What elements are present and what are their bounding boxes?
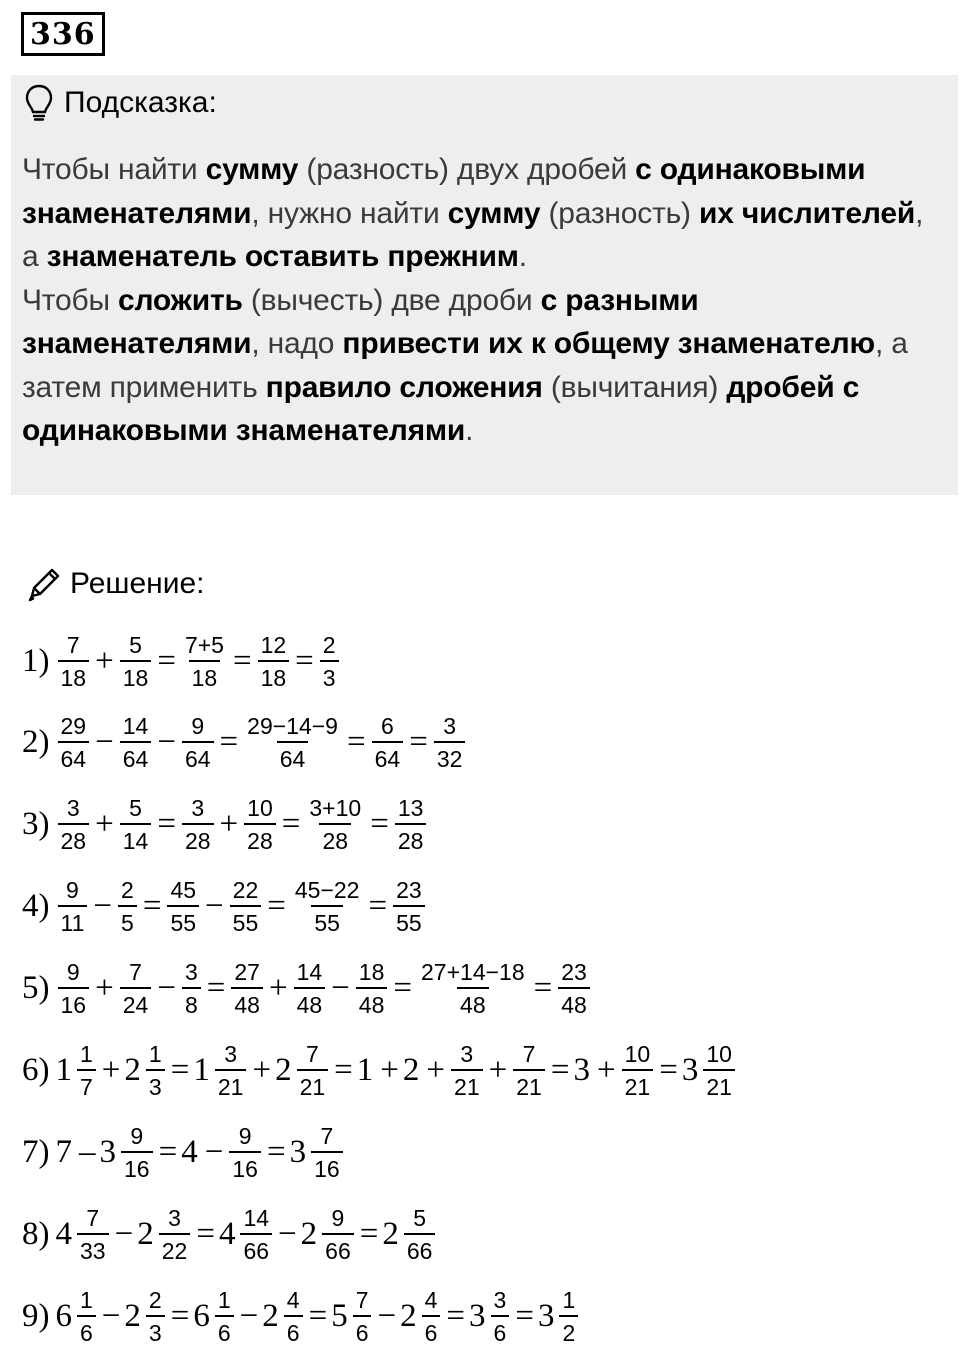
operator: =	[232, 642, 252, 679]
fraction	[244, 713, 341, 772]
operator: −	[157, 969, 176, 1006]
hint-text-segment: , надо	[251, 327, 343, 360]
line-number: 3)	[22, 805, 50, 842]
operator: −	[239, 1297, 259, 1334]
fraction	[404, 1205, 436, 1264]
line-number: 4)	[22, 887, 50, 924]
line-number: 7)	[22, 1133, 50, 1170]
whole-number: 2	[124, 1051, 141, 1088]
denominator: 6	[491, 1315, 510, 1346]
numerator: 9	[66, 876, 79, 903]
operator: =	[170, 1297, 190, 1334]
fraction	[77, 1287, 96, 1346]
numerator: 7+5	[184, 631, 224, 658]
numerator: 3+10	[309, 794, 362, 821]
whole-number: 7	[55, 1133, 72, 1170]
operator: −	[205, 887, 224, 924]
denominator: 22	[159, 1233, 191, 1264]
numerator: 4	[286, 1286, 300, 1313]
numerator: 1	[80, 1286, 93, 1313]
fraction	[292, 877, 363, 936]
fraction	[395, 795, 427, 854]
hint-text-segment: Чтобы	[22, 283, 118, 317]
numerator: 3	[168, 1204, 181, 1231]
denominator: 2	[559, 1315, 578, 1346]
operator: +	[380, 1051, 399, 1088]
operator: +	[101, 1051, 121, 1088]
line-number: 1)	[22, 642, 50, 679]
numerator: 10	[247, 794, 273, 821]
denominator: 5	[118, 905, 137, 936]
denominator: 7	[77, 1069, 96, 1100]
whole-number: 3	[99, 1133, 116, 1170]
denominator: 28	[395, 823, 427, 854]
denominator: 18	[120, 660, 152, 691]
fraction	[294, 959, 326, 1018]
hint-bold-text: с разными знаменателями	[22, 283, 699, 360]
hint-text-segment: .	[465, 414, 474, 447]
operator: =	[308, 1297, 328, 1334]
denominator: 24	[120, 987, 152, 1018]
whole-number: 2	[400, 1297, 417, 1334]
denominator: 11	[58, 905, 88, 936]
fraction	[418, 959, 528, 1018]
whole-number: 2	[137, 1215, 154, 1252]
denominator: 6	[77, 1315, 96, 1346]
fraction	[306, 795, 364, 854]
fraction	[703, 1041, 735, 1100]
numerator: 7	[129, 958, 142, 985]
operator: +	[95, 969, 114, 1006]
numerator: 6	[381, 712, 394, 739]
numerator: 14	[243, 1204, 270, 1231]
hint-text-segment: Чтобы найти	[22, 153, 206, 186]
numerator: 13	[397, 794, 424, 821]
fraction	[182, 713, 214, 772]
denominator: 66	[240, 1233, 272, 1264]
denominator: 48	[457, 987, 489, 1018]
hint-bold-text: привести их к общему знаменателю	[342, 327, 875, 360]
solution-line	[22, 626, 341, 696]
fraction	[513, 1041, 545, 1100]
hint-text-segment: , а затем применить	[22, 327, 908, 404]
whole-number: 2	[275, 1051, 292, 1088]
denominator: 16	[311, 1151, 343, 1182]
fraction	[297, 1041, 329, 1100]
solution-line	[22, 1035, 737, 1105]
operator: =	[346, 723, 366, 760]
operator: −	[101, 1297, 121, 1334]
solution-header	[24, 560, 204, 608]
whole-number: 3	[469, 1297, 486, 1334]
numerator: 5	[129, 631, 142, 658]
fraction	[120, 632, 152, 691]
numerator: 3	[224, 1040, 238, 1067]
solution-line	[22, 707, 467, 777]
hint-bold-text: их числителей	[698, 196, 916, 230]
operator: =	[206, 969, 226, 1006]
fraction	[120, 713, 152, 772]
operator: =	[659, 1051, 678, 1088]
numerator: 10	[706, 1040, 732, 1067]
denominator: 3	[146, 1069, 165, 1100]
hint-title: Подсказка:	[64, 86, 217, 119]
hint-bold-text: сложить	[117, 283, 243, 317]
fraction	[258, 632, 290, 691]
fraction	[451, 1041, 483, 1100]
denominator: 21	[215, 1069, 247, 1100]
denominator: 64	[120, 741, 152, 772]
denominator: 28	[58, 823, 90, 854]
numerator: 5	[129, 794, 142, 821]
fraction	[229, 1123, 261, 1182]
numerator: 3	[66, 794, 80, 821]
lightbulb-icon	[24, 83, 54, 123]
fraction	[353, 1287, 372, 1346]
operator: =	[446, 1297, 466, 1334]
operator: =	[157, 642, 176, 679]
numerator: 7	[355, 1286, 369, 1313]
operator: =	[368, 887, 388, 924]
line-number: 2)	[22, 723, 50, 760]
numerator: 2	[322, 631, 336, 658]
hint-bold-text: правило сложения	[265, 370, 543, 404]
fraction	[558, 959, 590, 1018]
operator: +	[426, 1051, 446, 1088]
numerator: 9	[130, 1122, 144, 1149]
numerator: 7	[522, 1040, 536, 1067]
fraction	[215, 1287, 234, 1346]
numerator: 1	[80, 1040, 93, 1067]
denominator: 21	[451, 1069, 483, 1100]
denominator: 48	[356, 987, 388, 1018]
solution-line	[22, 871, 427, 941]
denominator: 6	[353, 1315, 372, 1346]
operator: =	[142, 887, 162, 924]
fraction	[120, 795, 152, 854]
operator: −	[331, 969, 350, 1006]
numerator: 1	[562, 1286, 576, 1313]
operator: +	[252, 1051, 272, 1088]
operator: =	[158, 1133, 178, 1170]
denominator: 48	[294, 987, 326, 1018]
numerator: 7	[305, 1040, 319, 1067]
operator: =	[196, 1215, 215, 1252]
fraction	[159, 1205, 191, 1264]
fraction	[240, 1205, 272, 1264]
numerator: 1	[148, 1040, 162, 1067]
fraction	[559, 1287, 578, 1346]
line-number: 9)	[22, 1297, 50, 1334]
denominator: 6	[215, 1315, 234, 1346]
whole-number: 4	[55, 1215, 72, 1252]
numerator: 23	[396, 876, 422, 903]
numerator: 3	[443, 712, 457, 739]
numerator: 29−14−9	[247, 712, 338, 739]
fraction	[146, 1041, 165, 1100]
operator: −	[95, 723, 114, 760]
denominator: 14	[120, 823, 152, 854]
operator: =	[170, 1051, 190, 1088]
fraction	[58, 959, 90, 1018]
whole-number: 3	[289, 1133, 307, 1170]
pencil-icon	[24, 564, 64, 604]
hint-text-segment: (вычитания)	[542, 370, 727, 404]
operator: =	[219, 723, 239, 760]
denominator: 18	[189, 660, 221, 691]
denominator: 6	[284, 1315, 303, 1346]
whole-number: 2	[402, 1051, 420, 1088]
fraction	[356, 959, 388, 1018]
fraction	[182, 959, 201, 1018]
fraction	[393, 877, 425, 936]
hint-paragraph	[22, 279, 942, 453]
fraction	[58, 877, 88, 936]
fraction	[77, 1205, 109, 1264]
denominator: 21	[622, 1069, 654, 1100]
operator: =	[157, 805, 176, 842]
numerator: 12	[260, 631, 287, 658]
hint-text-segment: (разность) двух дробей	[298, 153, 636, 186]
fraction	[284, 1287, 303, 1346]
fraction	[58, 632, 90, 691]
fraction	[121, 1123, 153, 1182]
numerator: 7	[320, 1122, 334, 1149]
denominator: 66	[322, 1233, 354, 1264]
denominator: 8	[182, 987, 201, 1018]
denominator: 21	[703, 1069, 735, 1100]
fraction	[182, 632, 227, 691]
denominator: 48	[558, 987, 590, 1018]
whole-number: 3	[537, 1297, 555, 1334]
numerator: 14	[296, 958, 323, 985]
numerator: 45	[170, 876, 197, 903]
hint-bold-text: сумму	[205, 153, 299, 186]
operator: =	[515, 1297, 534, 1334]
line-number: 6)	[22, 1051, 50, 1088]
whole-number: 6	[193, 1297, 210, 1334]
operator: −	[278, 1215, 297, 1252]
numerator: 18	[358, 958, 385, 985]
fraction	[120, 959, 152, 1018]
line-number: 5)	[22, 969, 50, 1006]
fraction	[422, 1287, 441, 1346]
fraction	[58, 713, 90, 772]
operator: =	[393, 969, 413, 1006]
denominator: 28	[319, 823, 351, 854]
fraction	[182, 795, 214, 854]
fraction	[118, 877, 137, 936]
denominator: 16	[58, 987, 90, 1018]
hint-text-segment: .	[518, 240, 527, 273]
operator: =	[295, 642, 314, 679]
numerator: 7	[66, 631, 80, 658]
operator: −	[377, 1297, 397, 1334]
operator: =	[359, 1215, 379, 1252]
solution-line	[22, 1281, 580, 1351]
fraction	[322, 1205, 354, 1264]
operator: =	[409, 723, 428, 760]
numerator: 27	[234, 958, 260, 985]
operator: +	[95, 805, 114, 842]
operator: −	[157, 723, 176, 760]
numerator: 9	[238, 1122, 252, 1149]
operator: −	[204, 1133, 224, 1170]
hint-bold-text: знаменатель оставить прежним	[46, 240, 519, 273]
denominator: 55	[311, 905, 343, 936]
denominator: 48	[231, 987, 263, 1018]
operator: =	[267, 887, 286, 924]
operator: =	[550, 1051, 570, 1088]
operator: +	[268, 969, 288, 1006]
whole-number: 4	[181, 1133, 198, 1170]
solution-line	[22, 1117, 345, 1187]
denominator: 64	[182, 741, 214, 772]
denominator: 16	[229, 1151, 261, 1182]
hint-text-segment: (вычесть) две дроби	[242, 283, 541, 317]
whole-number: 2	[262, 1297, 279, 1334]
fraction	[167, 877, 199, 936]
numerator: 45−22	[294, 876, 360, 903]
numerator: 3	[191, 794, 205, 821]
operator: +	[219, 805, 239, 842]
denominator: 66	[404, 1233, 436, 1264]
fraction	[622, 1041, 654, 1100]
numerator: 9	[191, 712, 205, 739]
numerator: 4	[424, 1286, 438, 1313]
numerator: 3	[184, 958, 198, 985]
fraction	[146, 1287, 165, 1346]
fraction	[320, 632, 339, 691]
denominator: 64	[372, 741, 404, 772]
whole-number: 2	[124, 1297, 141, 1334]
denominator: 3	[320, 660, 339, 691]
fraction	[244, 795, 276, 854]
numerator: 14	[122, 712, 149, 739]
numerator: 2	[148, 1286, 162, 1313]
operator: −	[114, 1215, 134, 1252]
operator: =	[370, 805, 389, 842]
hint-header	[24, 78, 217, 128]
fraction	[58, 795, 90, 854]
denominator: 64	[58, 741, 90, 772]
solution-line	[22, 953, 592, 1023]
fraction	[372, 713, 404, 772]
hint-text-segment: , нужно найти	[251, 196, 448, 230]
denominator: 64	[277, 741, 309, 772]
denominator: 3	[146, 1315, 165, 1346]
numerator: 29	[60, 712, 87, 739]
hint-text	[22, 148, 942, 453]
hint-text-segment: (разность)	[540, 196, 699, 230]
whole-number: 2	[300, 1215, 318, 1252]
denominator: 55	[393, 905, 425, 936]
denominator: 21	[297, 1069, 329, 1100]
numerator: 1	[217, 1286, 231, 1313]
numerator: 27+14−18	[421, 958, 525, 985]
numerator: 22	[232, 876, 259, 903]
denominator: 6	[422, 1315, 441, 1346]
denominator: 55	[167, 905, 199, 936]
denominator: 28	[244, 823, 276, 854]
hint-bold-text: сумму	[447, 196, 541, 230]
fraction	[311, 1123, 343, 1182]
denominator: 18	[258, 660, 290, 691]
denominator: 32	[434, 741, 466, 772]
hint-paragraph	[22, 148, 942, 279]
numerator: 5	[413, 1204, 427, 1231]
operator: =	[533, 969, 553, 1006]
fraction	[215, 1041, 247, 1100]
whole-number: 2	[382, 1215, 399, 1252]
operator: +	[95, 642, 114, 679]
line-number: 8)	[22, 1215, 50, 1252]
solution-title: Решение:	[70, 567, 205, 600]
fraction	[231, 959, 263, 1018]
numerator: 2	[121, 876, 134, 903]
whole-number: 1	[55, 1051, 72, 1088]
operator: =	[334, 1051, 353, 1088]
whole-number: 3	[681, 1051, 699, 1088]
numerator: 23	[561, 958, 587, 985]
operator: +	[596, 1051, 616, 1088]
solution-line	[22, 789, 428, 859]
denominator: 28	[182, 823, 214, 854]
denominator: 16	[121, 1151, 153, 1182]
operator: −	[93, 887, 113, 924]
fraction	[230, 877, 262, 936]
numerator: 3	[460, 1040, 474, 1067]
operator: +	[488, 1051, 508, 1088]
numerator: 9	[331, 1204, 345, 1231]
hint-bold-text: дробей с одинаковыми знаменателями	[22, 370, 860, 447]
operator: –	[79, 1133, 96, 1170]
denominator: 21	[513, 1069, 545, 1100]
denominator: 33	[77, 1233, 109, 1264]
denominator: 55	[230, 905, 262, 936]
whole-number: 1	[193, 1051, 210, 1088]
numerator: 7	[86, 1204, 100, 1231]
hint-text-segment: , а	[22, 196, 924, 273]
operator: =	[281, 805, 301, 842]
whole-number: 4	[218, 1215, 236, 1252]
fraction	[434, 713, 466, 772]
whole-number: 1	[356, 1051, 374, 1088]
fraction	[77, 1041, 96, 1100]
denominator: 18	[58, 660, 90, 691]
numerator: 10	[624, 1040, 651, 1067]
solution-line	[22, 1199, 437, 1269]
whole-number: 3	[573, 1051, 590, 1088]
numerator: 9	[66, 958, 80, 985]
fraction	[491, 1287, 510, 1346]
numerator: 3	[493, 1286, 507, 1313]
task-number: 336	[21, 12, 105, 56]
operator: =	[266, 1133, 286, 1170]
whole-number: 6	[55, 1297, 72, 1334]
whole-number: 5	[331, 1297, 348, 1334]
hint-bold-text: с одинаковыми знаменателями	[22, 153, 866, 230]
